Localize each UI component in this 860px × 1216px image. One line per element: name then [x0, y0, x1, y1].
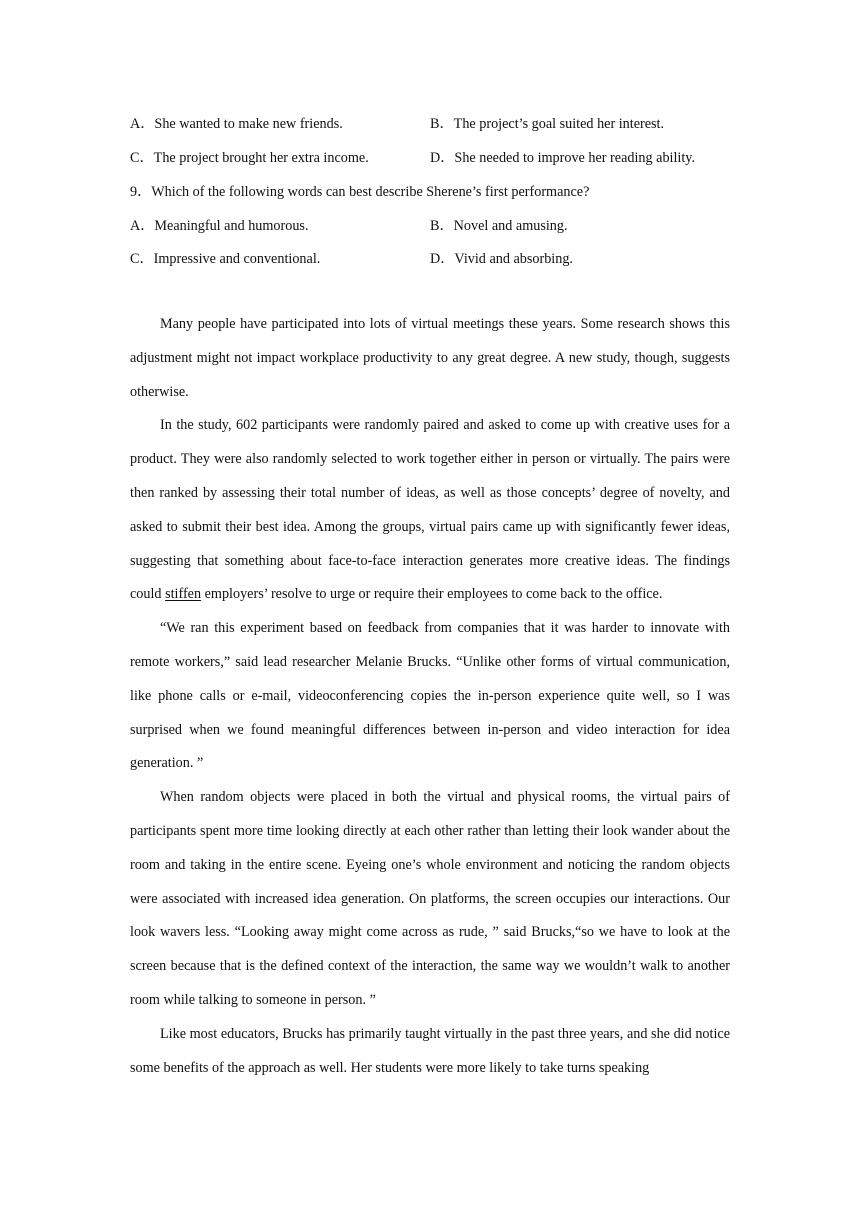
paragraph-5: Like most educators, Brucks has primarily taught virtually in the past three years, and she did notice some benefits of the approach as well. Her students were more likely to take turns speaking: [130, 1025, 730, 1076]
q8-option-c: C．The project brought her extra income.: [130, 150, 369, 166]
q8-option-d: D．She needed to improve her reading ability.: [430, 150, 696, 166]
q8-options-row-1: [130, 113, 665, 133]
reading-passage: [130, 308, 730, 1085]
paragraph-1: Many people have participated into lots of virtual meetings these years. Some research shows this adjustment might not impact workplace productivity to any great degree. A new study, though, suggests otherwise.: [130, 316, 730, 400]
q9-options-row-2: [130, 248, 573, 268]
underlined-word-stiffen: stiffen: [165, 586, 202, 603]
q9-stem-text: 9．Which of the following words can best describe Sherene’s first performance?: [130, 184, 590, 200]
q8-options-row-2: [130, 147, 696, 167]
paragraph-4: When random objects were placed in both the virtual and physical rooms, the virtual pairs of participants spent more time looking directly at each other rather than letting their look wander about the room and taking in the entire scene. Eyeing one’s whole environment and noticing the random objects were associated with increased idea generation. On platforms, the screen occupies our interactions. Our look wavers less. “Looking away might come across as rude, ” said Brucks,“so we have to look at the screen because that is the defined context of the interaction, the same way we wouldn’t walk to another room while talking to someone in person. ”: [130, 789, 730, 1008]
q9-option-c: C．Impressive and conventional.: [130, 251, 321, 267]
q9-option-d: D．Vivid and absorbing.: [430, 251, 573, 267]
paragraph-3: “We ran this experiment based on feedback from companies that it was harder to innovate with remote workers,” said lead researcher Melanie Brucks. “Unlike other forms of virtual communication, like phone calls or e-mail, videoconferencing copies the in-person experience quite well, so I was surprised when we found meaningful differences between in-person and video interaction for idea generation. ”: [130, 620, 730, 772]
q9-options-row-1: [130, 215, 568, 235]
paragraph-2-text-a: In the study, 602 participants were randomly paired and asked to come up with creative uses for a product. They were also randomly selected to work together either in person or virtually. The pairs were then ranked by assessing their total number of ideas, as well as those concepts’ degree of novelty, and asked to submit their best idea. Among the groups, virtual pairs came up with significantly fewer ideas, suggesting that something about face-to-face interaction generates more creative ideas. The findings could: [130, 417, 730, 603]
q9-option-a: A．Meaningful and humorous.: [130, 218, 309, 234]
paragraph-2-text-b: employers’ resolve to urge or require their employees to come back to the office.: [201, 586, 663, 603]
q8-option-a: A．She wanted to make new friends.: [130, 116, 343, 132]
paragraph-2: [130, 409, 730, 612]
q9-option-b: B．Novel and amusing.: [430, 218, 568, 234]
q8-option-b: B．The project’s goal suited her interest.: [430, 116, 665, 132]
q9-stem: [130, 181, 589, 201]
